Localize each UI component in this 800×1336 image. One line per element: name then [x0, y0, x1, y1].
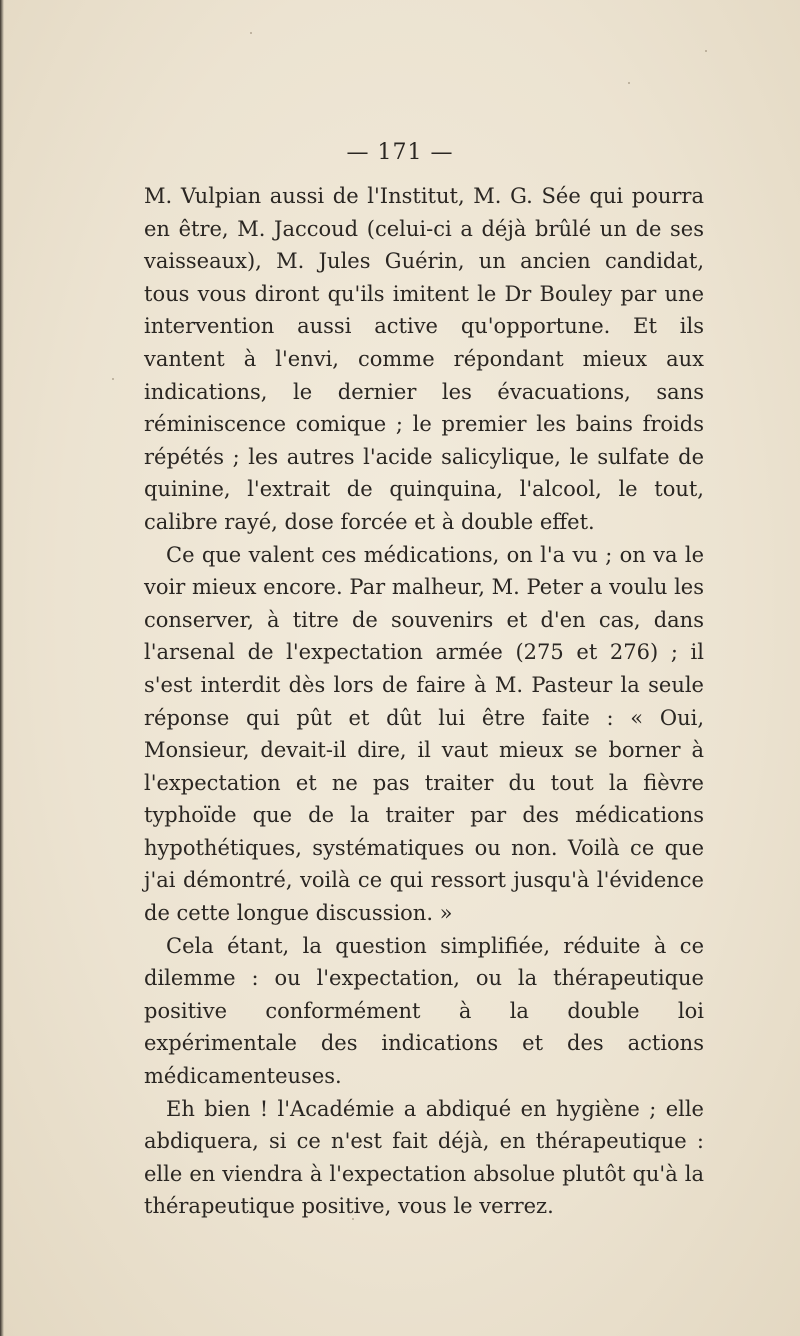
page-number: — 171 — — [346, 140, 454, 165]
paragraph-3: Cela étant, la question simplifiée, réduite à ce dilemme : ou l'expectation, ou la thérapeutique positive conformément à la double loi expérimentale des indications et des actions médicamenteuses. — [144, 933, 704, 1089]
page-edge-shadow — [0, 0, 4, 1336]
paragraph-4: Eh bien ! l'Académie a abdiqué en hygiène ; elle abdiquera, si ce n'est fait déjà, en thérapeutique : elle en viendra à l'expectation absolue plutôt qu'à la thérapeutique positive, vous le verrez. — [144, 1096, 704, 1219]
paragraph-2: Ce que valent ces médications, on l'a vu ; on va le voir mieux encore. Par malheur, M. Peter a voulu les conserver, à titre de souvenirs et d'en cas, dans l'arsenal de l'expectation armée (275 et 276) ; il s'est interdit dès lors de faire à M. Pasteur la seule réponse qui pût et dût lui être faite : « Oui, Monsieur, devait-il dire, il vaut mieux se borner à l'expectation et ne pas traiter du tout la fièvre typhoïde que de la traiter par des médications hypothétiques, systématiques ou non. Voilà ce que j'ai démontré, voilà ce qui ressort jusqu'à l'évidence de cette longue discussion. » — [144, 542, 704, 926]
paper-speck — [112, 378, 114, 380]
paper-speck — [250, 32, 252, 34]
paper-speck — [628, 82, 630, 84]
paper-speck — [705, 50, 707, 52]
paper-speck — [352, 1218, 354, 1220]
body-text — [144, 180, 704, 1223]
paragraph-1: M. Vulpian aussi de l'Institut, M. G. Sée qui pourra en être, M. Jaccoud (celui-ci a déjà brûlé un de ses vaisseaux), M. Jules Guérin, un ancien candidat, tous vous diront qu'ils imitent le Dr Bouley par une intervention aussi active qu'opportune. Et ils vantent à l'envi, comme répondant mieux aux indications, le dernier les évacuations, sans réminiscence comique ; le premier les bains froids répétés ; les autres l'acide salicylique, le sulfate de quinine, l'extrait de quinquina, l'alcool, le tout, calibre rayé, dose forcée et à double effet. — [144, 184, 704, 534]
